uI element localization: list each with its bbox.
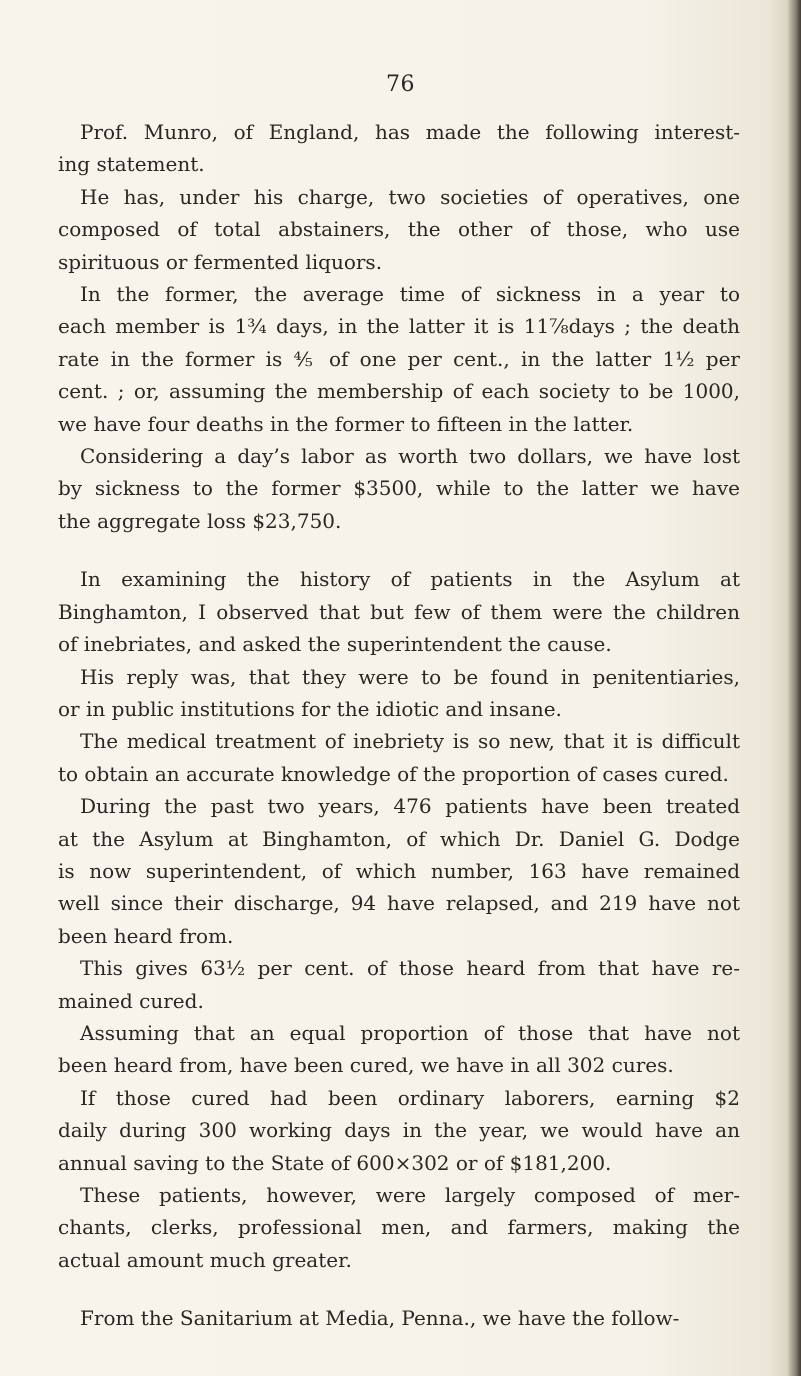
page-number: 76	[386, 72, 415, 97]
section-gap	[58, 1276, 740, 1302]
text-line: rate in the former is ⅘ of one per cent., in the latter 1½ per	[58, 346, 740, 371]
text-line: been heard from.	[58, 923, 234, 948]
text-line: From the Sanitarium at Media, Penna., we have the follow-	[80, 1306, 680, 1331]
text-line: If those cured had been ordinary laborers, earning $2	[80, 1085, 740, 1110]
paragraph	[58, 181, 740, 278]
text-line: by sickness to the former $3500, while to the latter we have	[58, 476, 740, 501]
text-line: cent. ; or, assuming the membership of each society to be 1000,	[58, 379, 740, 404]
paragraph	[58, 1017, 740, 1082]
text-line: well since their discharge, 94 have relapsed, and 219 have not	[58, 891, 740, 916]
text-line: Binghamton, I observed that but few of them were the children	[58, 599, 740, 624]
paragraph	[58, 440, 740, 537]
text-line: chants, clerks, professional men, and farmers, making the	[58, 1215, 740, 1240]
text-line: Considering a day’s labor as worth two dollars, we have lost	[80, 444, 740, 469]
paragraph	[58, 725, 740, 790]
text-line: annual saving to the State of 600×302 or of $181,200.	[58, 1150, 612, 1175]
text-line: These patients, however, were largely composed of mer-	[80, 1183, 740, 1207]
paragraph	[58, 952, 740, 1017]
text-line: at the Asylum at Binghamton, of which Dr. Daniel G. Dodge	[58, 826, 740, 851]
paragraph	[58, 278, 740, 440]
text-line: His reply was, that they were to be found in penitentiaries,	[80, 664, 740, 689]
paragraph	[58, 563, 740, 660]
text-line: composed of total abstainers, the other of those, who use	[58, 217, 740, 242]
text-line: He has, under his charge, two societies of operatives, one	[80, 184, 740, 209]
paragraph	[58, 790, 740, 952]
text-line: of inebriates, and asked the superintendent the cause.	[58, 632, 612, 657]
text-section-1	[58, 116, 740, 1335]
text-line: ing statement.	[58, 152, 205, 177]
text-line: This gives 63½ per cent. of those heard from that have re-	[80, 956, 740, 981]
text-line: spirituous or fermented liquors.	[58, 249, 383, 274]
text-line: The medical treatment of inebriety is so new, that it is difficult	[80, 729, 740, 754]
paragraph	[58, 661, 740, 726]
paragraph	[58, 1179, 740, 1276]
paragraph	[58, 1082, 740, 1179]
text-line: Assuming that an equal proportion of those that have not	[80, 1020, 740, 1045]
text-line: Prof. Munro, of England, has made the following interest-	[80, 120, 740, 144]
text-line: daily during 300 working days in the year, we would have an	[58, 1118, 740, 1143]
text-line: to obtain an accurate knowledge of the proportion of cases cured.	[58, 761, 729, 786]
text-line: we have four deaths in the former to fifteen in the latter.	[58, 411, 634, 436]
paragraph	[58, 116, 740, 181]
text-line: During the past two years, 476 patients have been treated	[80, 794, 740, 819]
text-line: mained cured.	[58, 988, 204, 1013]
text-line: or in public institutions for the idiotic and insane.	[58, 696, 562, 721]
text-line: In the former, the average time of sickness in a year to	[80, 282, 740, 307]
section-gap	[58, 537, 740, 563]
text-line: In examining the history of patients in the Asylum at	[80, 567, 740, 592]
text-line: the aggregate loss $23,750.	[58, 508, 342, 533]
text-line: each member is 1¾ days, in the latter it is 11⅞days ; the death	[58, 314, 740, 339]
page-edge-shadow	[787, 0, 801, 1376]
text-line: is now superintendent, of which number, 163 have remained	[58, 858, 740, 883]
text-line: been heard from, have been cured, we have in all 302 cures.	[58, 1053, 674, 1078]
text-line: actual amount much greater.	[58, 1247, 352, 1272]
paragraph	[58, 1302, 740, 1334]
